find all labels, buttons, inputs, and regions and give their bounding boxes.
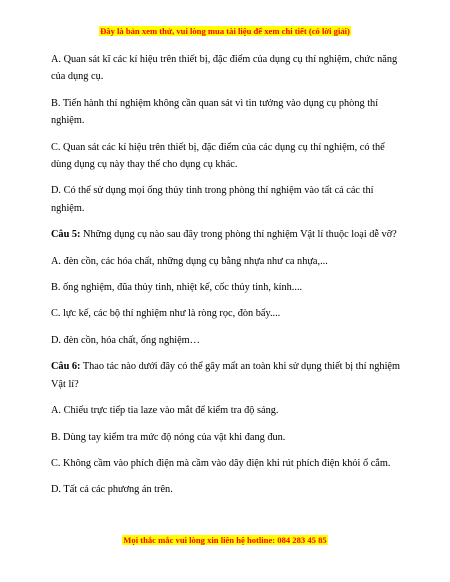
q6-option-b: B. Dùng tay kiểm tra mức độ nóng của vật khi đang đun. [51,431,286,443]
q5-option-c: C. lực kế, các bộ thí nghiệm như là ròng rọc, đòn bẩy.... [51,308,281,320]
q6-option-d: D. Tất cả các phương án trên. [51,484,173,496]
hotline-text: Mọi thắc mắc vui lòng xin liên hệ hotline: 084 283 45 85 [123,535,327,545]
q4-option-c: C. Quan sát các kí hiệu trên thiết bị, đặc điểm của các dụng cụ thí nghiệm, có thể dùng dụng cụ này thay thế cho dụng cụ khác. [51,141,385,171]
q4-option-d: D. Có thể sử dụng mọi ống thủy tinh trong phòng thí nghiệm vào tất cả các thí nghiệm. [51,185,374,214]
question-6-label: Câu 6: [51,361,81,373]
question-5-text: Những dụng cụ nào sau đây trong phòng thí nghiệm Vật lí thuộc loại dễ vỡ? [80,229,397,241]
question-6-text: Thao tác nào dưới đây có thể gây mất an toàn khi sử dụng thiết bị thí nghiệm Vật lí? [51,361,401,390]
q5-option-d: D. đèn cồn, hóa chất, ống nghiệm… [51,334,200,346]
question-5 [51,226,403,243]
q5-option-a: A. đèn cồn, các hóa chất, những dụng cụ bằng nhựa như ca nhựa,... [51,255,328,267]
q4-option-a: A. Quan sát kĩ các kí hiệu trên thiết bị, đặc điểm của dụng cụ thí nghiệm, chức năng của dụng cụ. [51,54,398,83]
question-5-label: Câu 5: [51,229,81,241]
document-body [51,51,403,508]
q6-option-c: C. Không cầm vào phích điện mà cầm vào dây điện khi rút phích điện khỏi ổ cắm. [51,457,391,469]
preview-notice-banner [0,26,450,36]
q6-option-a: A. Chiếu trực tiếp tia laze vào mắt để kiểm tra độ sáng. [51,405,279,417]
question-6 [51,358,403,393]
q4-option-b: B. Tiến hành thí nghiệm không cần quan sát vì tin tưởng vào dụng cụ phòng thí nghiệm. [51,97,379,127]
preview-notice-text: Đây là bản xem thử, vui lòng mua tài liệu để xem chi tiết (có lời giải) [100,26,350,36]
q5-option-b: B. ống nghiệm, đũa thủy tinh, nhiệt kế, cốc thủy tinh, kính.... [51,282,303,294]
hotline-banner [0,535,450,545]
